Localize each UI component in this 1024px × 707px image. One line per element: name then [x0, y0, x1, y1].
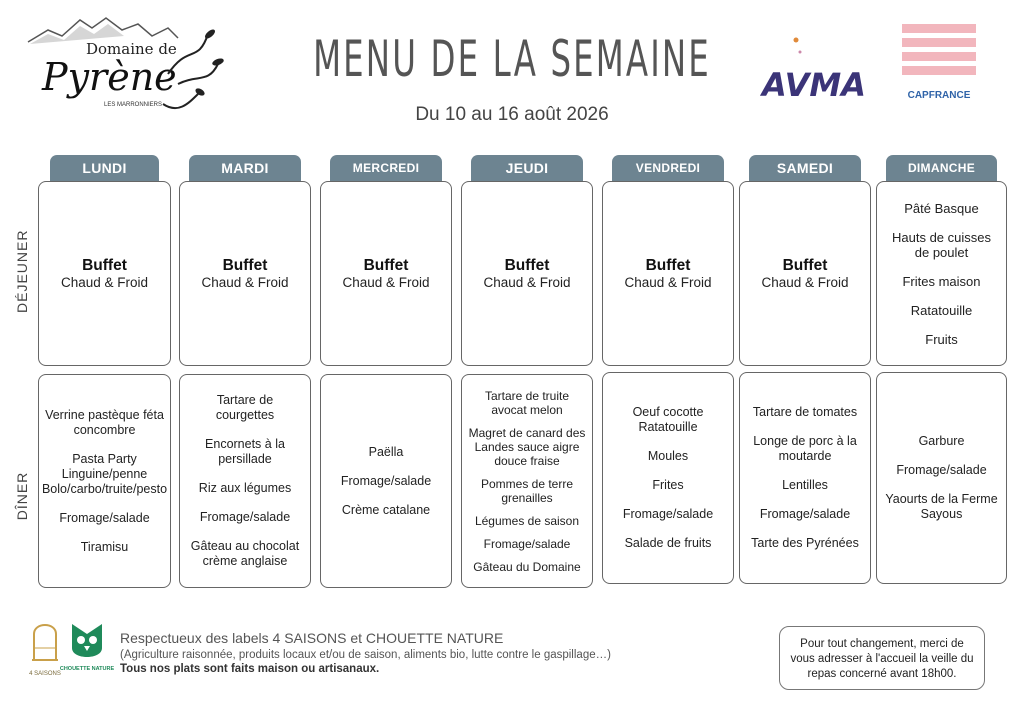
lunch-buffet-subtitle: Chaud & Froid — [761, 274, 849, 290]
lunch-buffet-title: Buffet — [504, 256, 550, 274]
logo-domaine-line3: LES MARRONNIERS — [104, 102, 163, 108]
lunch-buffet-subtitle: Chaud & Froid — [201, 274, 289, 290]
dinner-item: Encornets à la persillade — [205, 437, 285, 466]
dinner-item: Longe de porc à la moutarde — [753, 434, 857, 463]
dinner-cell-lundi — [38, 374, 171, 588]
dinner-cell-mercredi — [320, 374, 452, 588]
dinner-item: Frites — [652, 478, 684, 492]
dinner-cell-dimanche — [876, 372, 1007, 584]
logo-domaine-line2: Pyrène — [42, 55, 177, 99]
dinner-item: Lentilles — [782, 478, 828, 492]
dinner-item: Pasta Party Linguine/penne Bolo/carbo/truite/pesto — [41, 451, 168, 496]
svg-text:AVMA: AVMA — [762, 66, 866, 104]
dinner-item: Tiramisu — [80, 539, 129, 554]
dinner-item: Crème catalane — [341, 502, 431, 517]
labels-line: Respectueux des labels 4 SAISONS et CHOUETTE NATURE — [120, 630, 504, 646]
dinner-item: Oeuf cocotte Ratatouille — [632, 405, 704, 434]
dinner-item: Fromage/salade — [896, 463, 987, 477]
day-tab-jeudi: JEUDI — [471, 155, 583, 181]
date-range: Du 10 au 16 août 2026 — [415, 104, 609, 125]
dinner-item: Paëlla — [368, 444, 404, 459]
dinner-item: Fromage/salade — [759, 507, 851, 521]
4-saisons-logo — [26, 620, 64, 680]
homemade-line: Tous nos plats sont faits maison ou artisanaux. — [120, 663, 380, 675]
dinner-item: Magret de canard des Landes sauce aigre douce fraise — [468, 425, 586, 468]
avma-logo — [760, 30, 866, 110]
lunch-cell-vendredi — [602, 181, 734, 366]
svg-text:CHOUETTE NATURE: CHOUETTE NATURE — [59, 666, 115, 672]
lunch-cell-mardi — [179, 181, 311, 366]
lunch-cell-lundi — [38, 181, 171, 366]
dinner-item: Légumes de saison — [474, 513, 580, 528]
dinner-item: Gâteau du Domaine — [473, 559, 581, 574]
svg-text:4 SAISONS: 4 SAISONS — [29, 671, 61, 677]
lunch-item: Frites maison — [902, 273, 981, 289]
lunch-cell-jeudi — [461, 181, 593, 366]
lunch-item: Pâté Basque — [904, 200, 979, 216]
day-tab-mardi: MARDI — [189, 155, 301, 181]
lunch-item: Hauts de cuisses de poulet — [892, 229, 991, 260]
lunch-buffet-subtitle: Chaud & Froid — [483, 274, 571, 290]
dinner-item: Tartare de tomates — [752, 405, 858, 419]
dinner-item: Fromage/salade — [340, 473, 432, 488]
dinner-item: Pommes de terre grenailles — [480, 476, 574, 505]
dinner-item: Garbure — [918, 434, 965, 448]
chouette-nature-logo — [59, 620, 115, 680]
lunch-cell-mercredi — [320, 181, 452, 366]
dinner-item: Fromage/salade — [483, 536, 571, 551]
dinner-item: Tartare de courgettes — [215, 393, 275, 422]
day-tab-vendredi: VENDREDI — [612, 155, 724, 181]
lunch-buffet-title: Buffet — [363, 256, 409, 274]
lunch-cell-samedi — [739, 181, 871, 366]
dinner-item: Tarte des Pyrénées — [751, 536, 859, 550]
dinner-item: Verrine pastèque féta concombre — [45, 407, 164, 437]
change-request-note: Pour tout changement, merci de vous adresser à l'accueil la veille du repas concerné avant 18h00. — [779, 626, 985, 690]
dinner-item: Tartare de truite avocat melon — [484, 388, 570, 417]
lunch-buffet-subtitle: Chaud & Froid — [624, 274, 712, 290]
lunch-buffet-title: Buffet — [782, 256, 828, 274]
lunch-buffet-title: Buffet — [222, 256, 268, 274]
row-label-lunch: DÉJEUNER — [14, 229, 30, 313]
dinner-cell-jeudi — [461, 374, 593, 588]
lunch-buffet-subtitle: Chaud & Froid — [60, 274, 149, 290]
day-tab-mercredi: MERCREDI — [330, 155, 442, 181]
dinner-item: Fromage/salade — [622, 507, 714, 521]
day-tab-dimanche: DIMANCHE — [886, 155, 997, 181]
lunch-buffet-subtitle: Chaud & Froid — [342, 274, 430, 290]
lunch-cell-dimanche — [876, 181, 1007, 366]
page-title: MENU DE LA SEMAINE — [313, 30, 711, 88]
dinner-cell-vendredi — [602, 372, 734, 584]
dinner-item: Fromage/salade — [59, 510, 150, 525]
svg-text:CAPFRANCE: CAPFRANCE — [907, 90, 971, 101]
row-label-dinner: DÎNER — [14, 471, 30, 521]
dinner-item: Moules — [647, 449, 689, 463]
logo-domaine-line1: Domaine de — [86, 40, 177, 58]
lunch-item: Ratatouille — [910, 302, 973, 318]
dinner-cell-mardi — [179, 374, 311, 588]
lunch-item: Fruits — [925, 331, 958, 347]
dinner-item: Fromage/salade — [199, 510, 291, 524]
dinner-cell-samedi — [739, 372, 871, 584]
dinner-item: Salade de fruits — [624, 536, 712, 550]
day-tab-samedi: SAMEDI — [749, 155, 861, 181]
day-tab-lundi: LUNDI — [50, 155, 159, 181]
dinner-item: Gâteau au chocolat crème anglaise — [190, 539, 300, 568]
lunch-buffet-title: Buffet — [645, 256, 691, 274]
lunch-buffet-title: Buffet — [82, 256, 127, 274]
capfrance-logo — [896, 22, 982, 106]
labels-details: (Agriculture raisonnée, produits locaux et/ou de saison, aliments bio, lutte contre le gaspillage…) — [120, 649, 611, 661]
dinner-item: Yaourts de la Ferme Sayous — [885, 492, 998, 521]
dinner-item: Riz aux légumes — [198, 481, 292, 495]
